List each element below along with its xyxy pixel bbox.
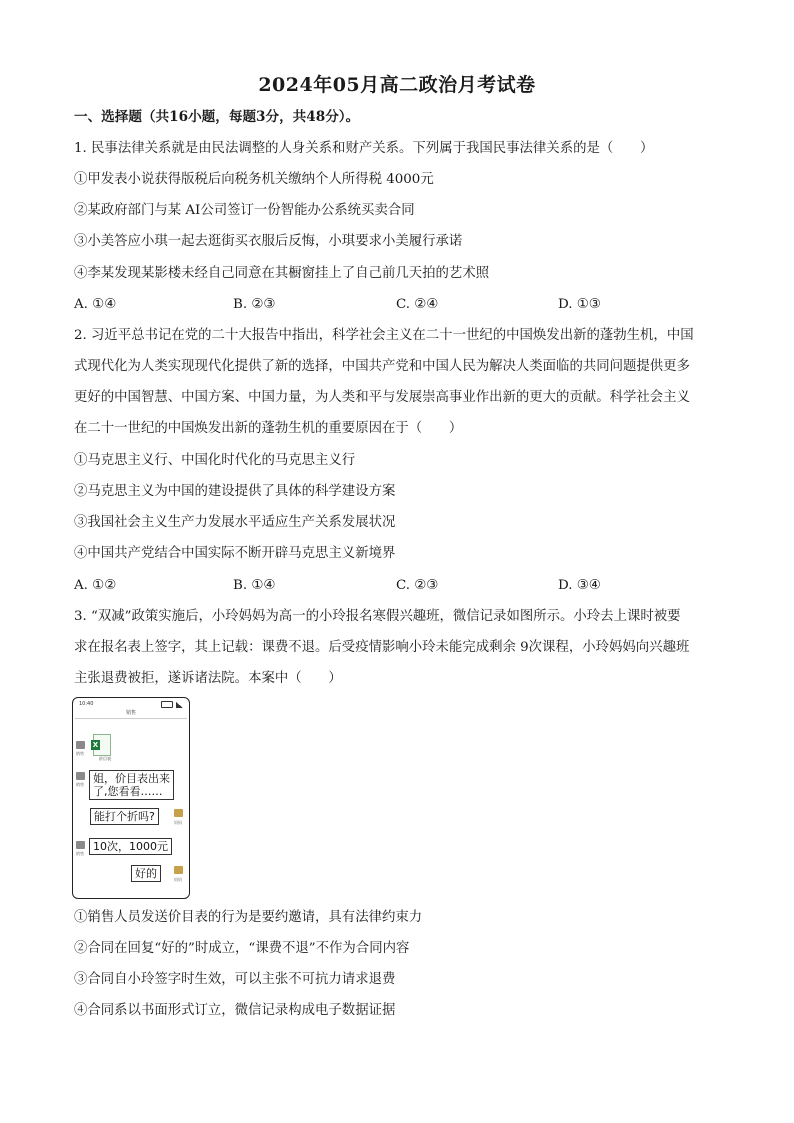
q1-option-a: A. ①④ — [74, 297, 117, 312]
q3-stem-line: 求在报名表上签字，其上记载：课费不退。后受疫情影响小玲未能完成剩余 9次课程，小玲妈妈向兴趣班 — [74, 640, 690, 655]
q1-item: ①甲发表小说获得版税后向税务机关缴纳个人所得税 4000元 — [74, 172, 434, 187]
avatar-label: 妈妈 — [174, 877, 182, 882]
q3-item: ①销售人员发送价目表的行为是要约邀请，具有法律约束力 — [74, 910, 423, 925]
q2-stem-line: 在二十一世纪的中国焕发出新的蓬勃生机的重要原因在于（ ） — [74, 421, 463, 436]
avatar-label: 销售 — [76, 751, 84, 756]
q2-stem-line: 更好的中国智慧、中国方案、中国力量，为人类和平与发展崇高事业作出新的更大的贡献。科学社会主义 — [74, 390, 690, 405]
page-title: 2024年05月高二政治月考试卷 — [258, 74, 536, 96]
signal-icon — [176, 702, 183, 708]
avatar — [76, 741, 85, 749]
q2-option-b: B. ①④ — [233, 578, 276, 593]
q3-stem-line: 3. “双减”政策实施后，小玲妈妈为高一的小玲报名寒假兴趣班，微信记录如图所示。小玲去上课时被要 — [74, 609, 681, 624]
q2-item: ③我国社会主义生产力发展水平适应生产关系发展状况 — [74, 515, 396, 530]
chat-bubble: 好的 — [131, 865, 161, 882]
avatar — [76, 772, 85, 780]
q2-item: ①马克思主义行、中国化时代化的马克思主义行 — [74, 453, 356, 468]
q2-option-c: C. ②③ — [396, 578, 439, 593]
q3-item: ④合同系以书面形式订立，微信记录构成电子数据证据 — [74, 1003, 396, 1018]
bubble-line: 了,您看看…… — [93, 785, 163, 798]
q3-item: ③合同自小玲签字时生效，可以主张不可抗力请求退费 — [74, 972, 396, 987]
chat-bubble — [89, 770, 174, 800]
status-icons — [161, 701, 183, 708]
status-time: 10:40 — [79, 701, 94, 707]
avatar-label: 销售 — [76, 851, 84, 856]
chat-bubble: 能打个折吗? — [90, 808, 159, 825]
q1-item: ④李某发现某影楼未经自己同意在其橱窗挂上了自己前几天拍的艺术照 — [74, 266, 490, 281]
bubble-line: 姐，价目表出来 — [93, 772, 170, 785]
q2-stem-line: 2. 习近平总书记在党的二十大报告中指出，科学社会主义在二十一世纪的中国焕发出新的蓬勃生机，中国 — [74, 328, 694, 343]
avatar — [174, 866, 183, 874]
avatar — [76, 841, 85, 849]
q1-option-d: D. ①③ — [558, 297, 601, 312]
avatar-label: 销售 — [76, 782, 84, 787]
chat-title: 销售 — [125, 710, 136, 716]
q2-item: ②马克思主义为中国的建设提供了具体的科学建设方案 — [74, 484, 396, 499]
wechat-screenshot-figure — [72, 697, 190, 899]
chat-bubble: 10次，1000元 — [89, 838, 172, 855]
section-heading: 一、选择题（共16小题，每题3分，共48分）。 — [74, 109, 360, 125]
q2-option-a: A. ①② — [74, 578, 117, 593]
q3-item: ②合同在回复“好的”时成立，“课费不退”不作为合同内容 — [74, 941, 410, 956]
header-divider — [75, 718, 187, 719]
file-name: 价目表 — [99, 756, 111, 761]
q1-item: ③小美答应小琪一起去逛街买衣服后反悔，小琪要求小美履行承诺 — [74, 234, 463, 249]
avatar-label: 妈妈 — [174, 820, 182, 825]
q2-stem-line: 式现代化为人类实现现代化提供了新的选择，中国共产党和中国人民为解决人类面临的共同问题提供更多 — [74, 359, 690, 374]
excel-icon: X — [92, 741, 99, 749]
q1-stem: 1. 民事法律关系就是由民法调整的人身关系和财产关系。下列属于我国民事法律关系的是（ ） — [74, 141, 654, 156]
q2-option-d: D. ③④ — [558, 578, 601, 593]
q1-option-c: C. ②④ — [396, 297, 439, 312]
q2-item: ④中国共产党结合中国实际不断开辟马克思主义新境界 — [74, 546, 396, 561]
q3-stem-line: 主张退费被拒，遂诉诸法院。本案中（ ） — [74, 671, 342, 686]
q1-option-b: B. ②③ — [233, 297, 276, 312]
q1-item: ②某政府部门与某 AI公司签订一份智能办公系统买卖合同 — [74, 203, 415, 218]
avatar — [174, 809, 183, 817]
battery-icon — [161, 701, 173, 708]
